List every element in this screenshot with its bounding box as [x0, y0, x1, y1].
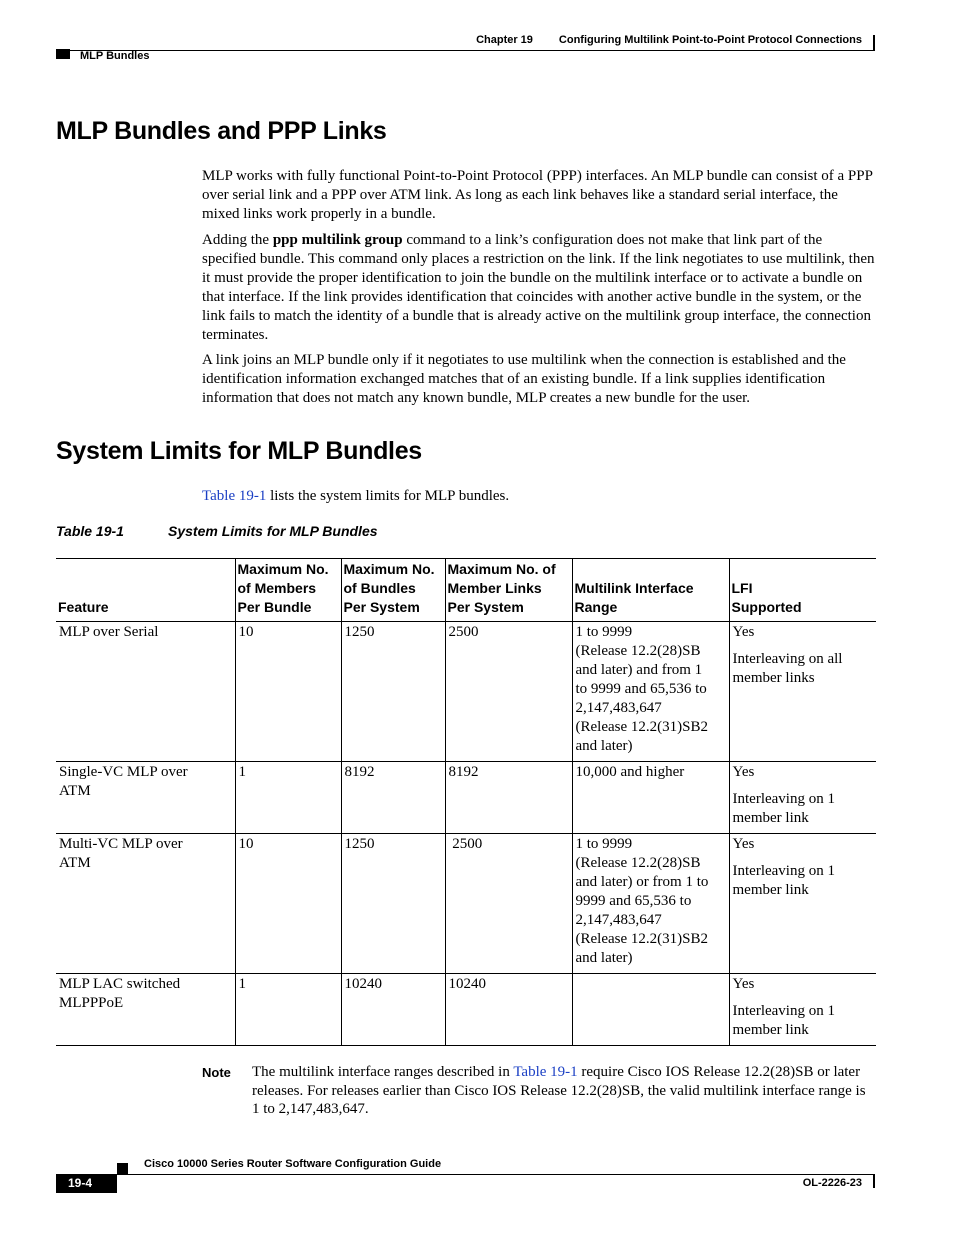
column-header-line: Member Links — [447, 580, 542, 596]
footer-bar — [873, 1174, 875, 1188]
column-header-line: of Bundles — [343, 580, 416, 596]
table-caption — [56, 523, 378, 539]
system-limits-table — [56, 558, 876, 1046]
footer-rule — [117, 1174, 875, 1175]
cell-feature — [56, 622, 235, 762]
cell-lfi — [729, 974, 876, 1046]
lfi-supported: Yes — [732, 976, 755, 992]
cell-range — [572, 834, 729, 974]
column-header — [572, 559, 729, 622]
range-line: 1 to 9999 — [575, 836, 633, 852]
column-header-line: Supported — [731, 599, 802, 615]
footer-guide-title: Cisco 10000 Series Router Software Configuration Guide — [144, 1158, 442, 1170]
column-header — [56, 559, 235, 622]
paragraph-link-joins-bundle: A link joins an MLP bundle only if it negotiates to use multilink when the connection is established and the identification information exchanged matches that of an existing bundle. If a link supplies identification information that does not match any known bundle, MLP creates a new bundle for the user. — [202, 352, 846, 406]
cell-members: 1 — [235, 762, 341, 834]
cell-links: 2500 — [445, 622, 572, 762]
column-header-line: Feature — [58, 599, 109, 615]
cell-range — [572, 762, 729, 834]
range-line: (Release 12.2(28)SB — [575, 643, 701, 659]
cell-members: 10 — [235, 622, 341, 762]
lfi-detail — [733, 650, 874, 688]
table-body — [56, 622, 876, 1046]
running-header — [430, 34, 862, 46]
cell-lfi — [729, 622, 876, 762]
column-header-line: Maximum No. of — [447, 561, 556, 577]
table-caption-title: System Limits for MLP Bundles — [168, 523, 378, 539]
column-header-line: Per System — [343, 599, 420, 615]
lfi-detail-line: Interleaving on 1 — [732, 863, 835, 879]
feature-line: MLP LAC switched — [59, 976, 181, 992]
column-header-line: Maximum No. — [343, 561, 435, 577]
cell-members: 10 — [235, 834, 341, 974]
cell-links: 8192 — [445, 762, 572, 834]
table-row — [56, 622, 876, 762]
lfi-supported: Yes — [732, 836, 755, 852]
feature-line: Multi-VC MLP over — [59, 836, 183, 852]
cell-links: 10240 — [445, 974, 572, 1046]
lfi-detail-line: member links — [732, 670, 815, 686]
running-section-title: MLP Bundles — [80, 50, 150, 62]
table-row — [56, 834, 876, 974]
paragraph-mlp-intro: MLP works with fully functional Point-to-Point Protocol (PPP) interfaces. An MLP bundle can consist of a PPP over serial link and a PPP over ATM link. As long as each link behaves like a standard serial interface, the mixed links work properly in a bundle. — [202, 168, 873, 222]
page-number: 19-4 — [56, 1174, 117, 1193]
cell-bundles: 1250 — [341, 834, 445, 974]
feature-line: MLP over Serial — [59, 624, 159, 640]
cell-lfi — [729, 834, 876, 974]
range-line: (Release 12.2(31)SB2 — [575, 931, 708, 947]
paragraph-text: Adding the — [202, 232, 273, 248]
column-header-line: of Members — [237, 580, 317, 596]
range-line: 10,000 and higher — [575, 764, 685, 780]
feature-line: ATM — [59, 783, 91, 799]
paragraph-table-intro — [202, 487, 876, 506]
column-header-line: Per System — [447, 599, 524, 615]
chapter-number: Chapter 19 — [476, 34, 533, 46]
cell-feature — [56, 834, 235, 974]
header-block — [56, 49, 70, 59]
cell-bundles: 1250 — [341, 622, 445, 762]
table-row — [56, 974, 876, 1046]
feature-line: Single-VC MLP over — [59, 764, 188, 780]
column-header — [341, 559, 445, 622]
lfi-supported: Yes — [732, 624, 755, 640]
note-table-19-1-link[interactable]: Table 19-1 — [513, 1064, 578, 1080]
column-header — [235, 559, 341, 622]
cell-bundles: 10240 — [341, 974, 445, 1046]
range-line: to 9999 and 65,536 to — [575, 681, 707, 697]
note-text-before: The multilink interface ranges described in — [252, 1064, 514, 1080]
feature-line: ATM — [59, 855, 91, 871]
range-line: and later) — [575, 738, 633, 754]
range-line: 2,147,483,647 — [575, 700, 662, 716]
lfi-detail-line: member link — [732, 1022, 809, 1038]
cell-feature — [56, 974, 235, 1046]
paragraph-text: command to a link’s configuration does not make that link part of the specified bundle. This command only places a restriction on the link. If the link negotiates to use multilink, then it must provide the proper identification to join the bundle on the multilink interface or to activate a bundle on that interface. If the link provides identification that coincides with another active bundle in the system, or the link fails to match the identity of a bundle that is already active on the multilink group interface, the connection terminates. — [202, 232, 875, 343]
lfi-detail — [733, 1002, 874, 1040]
lfi-detail — [733, 862, 874, 900]
range-line: 1 to 9999 — [575, 624, 633, 640]
header-bar — [873, 35, 875, 51]
lfi-detail-line: member link — [732, 810, 809, 826]
range-line: 2,147,483,647 — [575, 912, 662, 928]
range-line: 9999 and 65,536 to — [575, 893, 692, 909]
note-label: Note — [202, 1065, 231, 1080]
lfi-detail-line: Interleaving on 1 — [732, 791, 835, 807]
document-number: OL-2226-23 — [802, 1177, 862, 1189]
lfi-supported: Yes — [732, 764, 755, 780]
column-header-line: Range — [574, 599, 618, 615]
range-line: (Release 12.2(28)SB — [575, 855, 701, 871]
lfi-detail — [733, 790, 874, 828]
section-heading-mlp-bundles-ppp-links: MLP Bundles and PPP Links — [56, 117, 387, 145]
range-line: and later) — [575, 950, 633, 966]
range-line: (Release 12.2(31)SB2 — [575, 719, 708, 735]
table-caption-label: Table 19-1 — [56, 523, 124, 539]
column-header-line: LFI — [731, 580, 753, 596]
cell-range — [572, 974, 729, 1046]
column-header — [445, 559, 572, 622]
table-header-row — [56, 559, 876, 622]
cell-members: 1 — [235, 974, 341, 1046]
paragraph-ppp-multilink-group — [202, 231, 876, 345]
table-19-1-link[interactable]: Table 19-1 — [202, 488, 267, 504]
feature-line: MLPPPoE — [59, 995, 124, 1011]
note-text-after: require Cisco IOS Release 12.2(28)SB or later releases. For releases earlier than Cisco IOS Release 12.2(28)SB, the valid multilink interface range is 1 to 2,147,483,647. — [252, 1064, 866, 1117]
range-line: and later) and from 1 — [575, 662, 703, 678]
range-line: and later) or from 1 to — [575, 874, 709, 890]
lfi-detail-line: member link — [732, 882, 809, 898]
column-header-line: Maximum No. — [237, 561, 329, 577]
chapter-title: Configuring Multilink Point-to-Point Protocol Connections — [558, 34, 862, 46]
cell-lfi — [729, 762, 876, 834]
note-text — [252, 1063, 876, 1119]
lfi-detail-line: Interleaving on 1 — [732, 1003, 835, 1019]
lfi-detail-line: Interleaving on all — [732, 651, 843, 667]
command-ppp-multilink-group: ppp multilink group — [272, 232, 403, 248]
table-row — [56, 762, 876, 834]
cell-bundles: 8192 — [341, 762, 445, 834]
cell-feature — [56, 762, 235, 834]
paragraph-text: lists the system limits for MLP bundles. — [266, 488, 510, 504]
header-rule — [56, 50, 875, 51]
cell-links: 2500 — [445, 834, 572, 974]
section-heading-system-limits: System Limits for MLP Bundles — [56, 437, 422, 465]
column-header-line: Per Bundle — [237, 599, 312, 615]
column-header — [729, 559, 876, 622]
cell-range — [572, 622, 729, 762]
footer-block — [117, 1163, 128, 1174]
column-header-line: Multilink Interface — [574, 580, 694, 596]
